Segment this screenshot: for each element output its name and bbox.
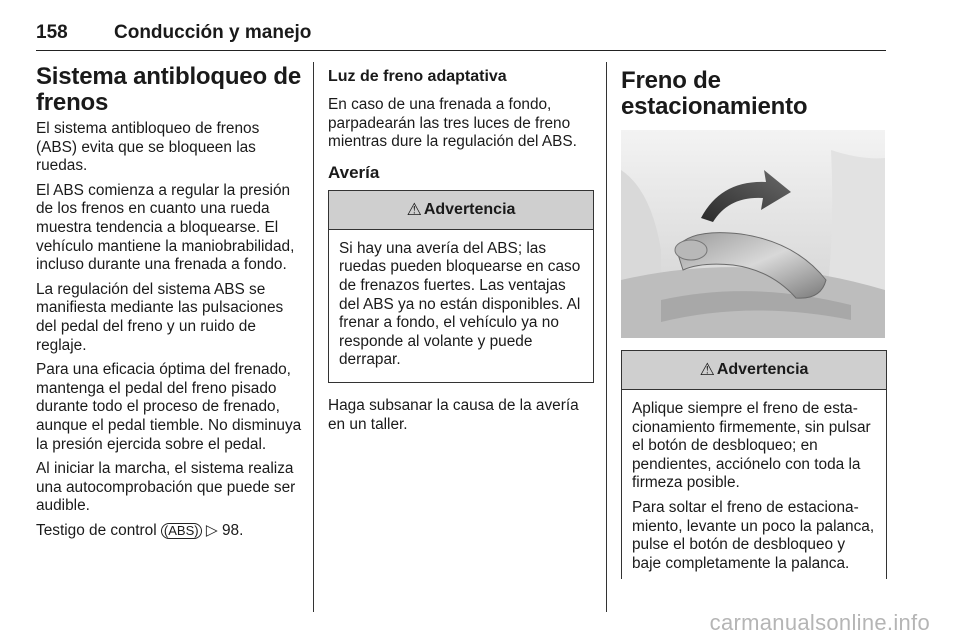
warning-paragraph-2: Para soltar el freno de estacionamiento, levante un poco la palanca, pulse el botón de desbloqueo y baje completamente la palanca.: [632, 498, 875, 572]
brake-light-paragraph: En caso de una frenada a fondo, parpadearán las tres luces de freno mientras dure la regulación del ABS.: [328, 96, 577, 151]
warning-header: [622, 351, 886, 390]
warning-body: [329, 230, 593, 382]
page-number: 158: [36, 22, 68, 43]
abs-warning-icon: (ABS): [161, 523, 202, 539]
column-parking-brake: [621, 62, 887, 579]
warning-title: Advertencia: [716, 361, 809, 378]
warning-triangle-icon: ⚠: [406, 199, 422, 219]
abs-paragraph-5: Al iniciar la marcha, el sistema realiza una autocomprobación que puede ser audible.: [36, 460, 296, 515]
column-abs: [36, 62, 302, 546]
indicator-ref: 98.: [222, 521, 244, 539]
indicator-line: [36, 522, 302, 541]
abs-paragraph-4: Para una eficacia óptima del frenado, mantenga el pedal del freno pisado durante todo el proceso de frenado, aunque el pedal tiemble. No disminuya la presión ejercida sobre el pedal.: [36, 361, 302, 453]
page-header: [36, 22, 886, 52]
column-brake-light: [328, 62, 594, 440]
parking-brake-warning-box: [621, 350, 887, 579]
abs-warning-box: [328, 190, 594, 383]
parking-brake-photo: [621, 130, 885, 338]
abs-paragraph-3: La regulación del sistema ABS se manifiesta mediante las pulsaciones del pedal del freno y un ruido de reglaje.: [36, 280, 284, 354]
watermark: carmanualsonline.info: [709, 610, 930, 635]
parking-brake-title: Freno de estacionamiento: [621, 67, 808, 120]
abs-paragraph-1: El sistema antibloqueo de frenos (ABS) evita que se bloqueen las ruedas.: [36, 120, 260, 175]
warning-triangle-icon: ⚠: [699, 360, 715, 379]
warning-header: [329, 191, 593, 230]
reference-arrow-icon: ▷: [205, 521, 218, 539]
abs-paragraph-2: El ABS comienza a regular la presión de los frenos en cuanto una rueda muestra tendencia a bloquearse. El vehículo mantiene la maniobrabilidad, incluso durante una frenada a fondo.: [36, 181, 295, 274]
column-divider-1: [313, 62, 314, 612]
warning-text: Si hay una avería del ABS; las ruedas pueden bloquearse en caso de frenazos fuertes. Las ventajas del ABS ya no están disponibles. Al frenar a fondo, el vehículo ya no responde al volante y puede derrapar.: [339, 239, 581, 369]
brake-light-heading: Luz de freno adaptativa: [328, 68, 507, 85]
indicator-text: Testigo de control: [36, 521, 157, 539]
fault-heading: Avería: [328, 162, 380, 182]
header-divider: [36, 50, 886, 51]
column-divider-2: [606, 62, 607, 612]
warning-title: Advertencia: [423, 200, 516, 218]
warning-paragraph-1: Aplique siempre el freno de estacionamiento firmemente, sin pulsar el botón de desbloqueo; en pendientes, acciónelo con toda la firmeza posible.: [632, 400, 871, 492]
warning-body: [622, 390, 886, 579]
abs-title: Sistema antibloqueo de frenos: [36, 63, 301, 116]
workshop-paragraph: Haga subsanar la causa de la avería en un taller.: [328, 396, 579, 433]
section-title: Conducción y manejo: [114, 22, 312, 43]
